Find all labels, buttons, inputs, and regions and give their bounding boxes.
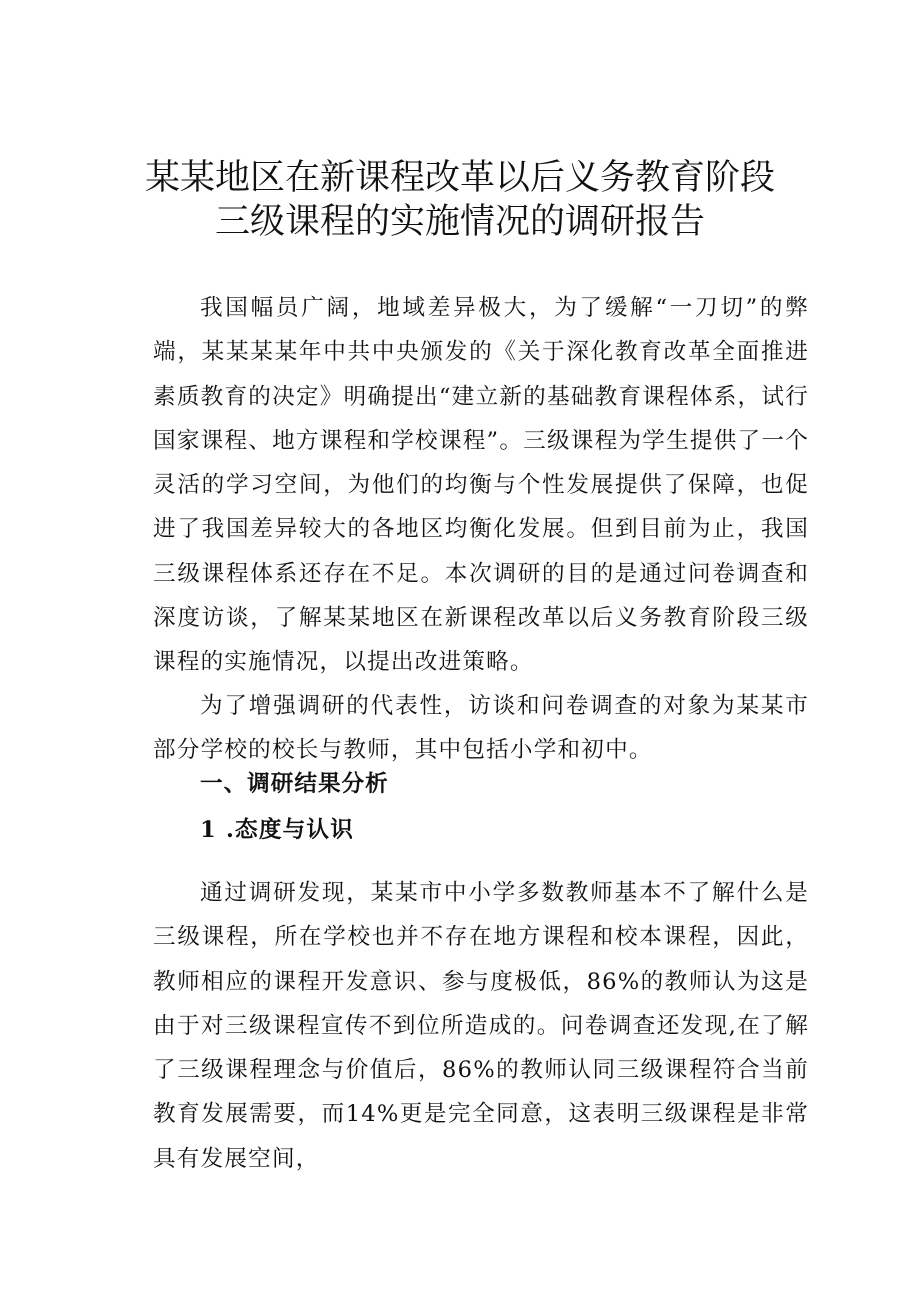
document-title-line-1: 某某地区在新课程改革以后义务教育阶段 xyxy=(144,158,775,198)
intro-paragraph: 我国幅员广阔，地域差异极大，为了缓解“一刀切”的弊端，某某某某年中共中央颁发的《关于深化教育改革全面推进素质教育的决定》明确提出“建立新的基础教育课程体系，试行国家课程、地方课程和学校课程”。三级课程为学生提供了一个灵活的学习空间，为他们的均衡与个性发展提供了保障，也促进了我国差异较大的各地区均衡化发展。但到目前为止，我国三级课程体系还存在不足。本次调研的目的是通过问卷调查和深度访谈，了解某某地区在新课程改革以后义务教育阶段三级课程的实施情况，以提出改进策略。 xyxy=(153,295,809,676)
section-heading: 一、调研结果分析 xyxy=(200,771,389,797)
document-title-line-2: 三级课程的实施情况的调研报告 xyxy=(214,202,705,242)
subsection-heading: 1 .态度与认识 xyxy=(200,817,355,843)
survey-subjects-paragraph: 为了增强调研的代表性，访谈和问卷调查的对象为某某市部分学校的校长与教师，其中包括小学和初中。 xyxy=(153,693,809,764)
findings-paragraph: 通过调研发现，某某市中小学多数教师基本不了解什么是三级课程，所在学校也并不存在地方课程和校本课程，因此，教师相应的课程开发意识、参与度极低，86%的教师认为这是由于对三级课程宣传不到位所造成的。问卷调查还发现,在了解了三级课程理念与价值后，86%的教师认同三级课程符合当前教育发展需要，而14%更是完全同意，这表明三级课程是非常具有发展空间， xyxy=(153,880,809,1172)
